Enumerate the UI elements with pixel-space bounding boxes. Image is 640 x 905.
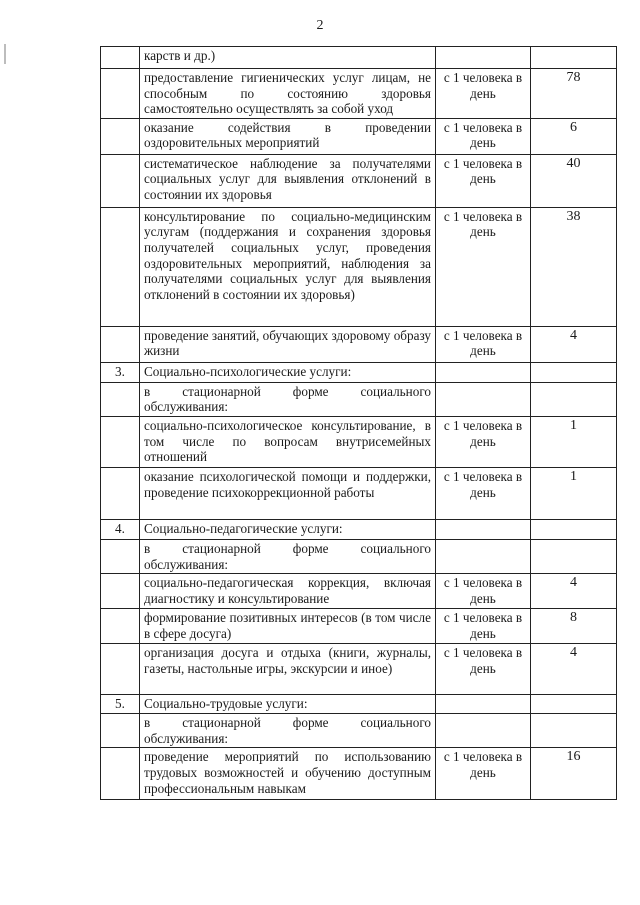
service-quantity: 78 [531,69,617,119]
service-description: проведение мероприятий по использованию трудовых возможностей и обучению доступным профессиональным навыкам [140,748,436,800]
service-unit [436,539,531,573]
service-quantity: 4 [531,644,617,695]
service-unit: с 1 человека в день [436,416,531,467]
row-number [101,69,140,119]
service-unit [436,695,531,714]
service-quantity: 4 [531,326,617,362]
scan-mark [4,44,6,64]
table-row [101,326,617,362]
row-number [101,47,140,69]
row-number: 4. [101,519,140,539]
row-number [101,467,140,519]
row-number [101,207,140,326]
service-unit: с 1 человека в день [436,207,531,326]
service-unit: с 1 человека в день [436,326,531,362]
row-number [101,382,140,416]
service-quantity: 6 [531,118,617,154]
service-description: в стационарной форме социального обслуживания: [140,539,436,573]
service-quantity: 38 [531,207,617,326]
row-number [101,154,140,207]
table-row [101,609,617,644]
table-row [101,154,617,207]
service-quantity [531,539,617,573]
service-description: предоставление гигиенических услуг лицам, не способным по состоянию здоровья самостоятельно осуществлять за собой уход [140,69,436,119]
row-number [101,416,140,467]
service-unit [436,714,531,748]
page-number: 2 [316,18,324,33]
service-description: оказание содействия в проведении оздоровительных мероприятий [140,118,436,154]
service-quantity: 1 [531,416,617,467]
service-quantity [531,519,617,539]
table-row [101,467,617,519]
table-row [101,47,617,69]
table-row [101,574,617,609]
service-quantity [531,382,617,416]
service-description: карств и др.) [140,47,436,69]
table-row [101,519,617,539]
table-row [101,714,617,748]
service-unit [436,47,531,69]
service-unit: с 1 человека в день [436,467,531,519]
service-unit [436,519,531,539]
row-number [101,539,140,573]
service-description: в стационарной форме социального обслуживания: [140,382,436,416]
service-quantity: 16 [531,748,617,800]
row-number: 5. [101,695,140,714]
service-unit: с 1 человека в день [436,574,531,609]
service-quantity: 8 [531,609,617,644]
service-description: социально-психологическое консультирование, в том числе по вопросам внутрисемейных отношений [140,416,436,467]
service-unit: с 1 человека в день [436,609,531,644]
service-description: консультирование по социально-медицинским услугам (поддержания и сохранения здоровья получателей социальных услуг, проведения оздоровительных мероприятий, наблюдения за получателями социальных услуг для выявления отклонений в состоянии их здоровья) [140,207,436,326]
table-row [101,69,617,119]
service-description: Социально-трудовые услуги: [140,695,436,714]
row-number [101,326,140,362]
service-quantity: 1 [531,467,617,519]
service-unit: с 1 человека в день [436,748,531,800]
services-table [100,46,617,800]
row-number [101,574,140,609]
service-quantity: 40 [531,154,617,207]
services-table-body [101,47,617,800]
service-unit [436,362,531,382]
service-unit [436,382,531,416]
row-number [101,748,140,800]
service-unit: с 1 человека в день [436,118,531,154]
row-number [101,609,140,644]
service-description: социально-педагогическая коррекция, включая диагностику и консультирование [140,574,436,609]
table-row [101,207,617,326]
service-quantity: 4 [531,574,617,609]
service-description: проведение занятий, обучающих здоровому образу жизни [140,326,436,362]
service-quantity [531,714,617,748]
table-row [101,695,617,714]
service-unit: с 1 человека в день [436,69,531,119]
table-row [101,416,617,467]
table-row [101,362,617,382]
row-number [101,714,140,748]
row-number [101,118,140,154]
row-number [101,644,140,695]
service-unit: с 1 человека в день [436,644,531,695]
service-description: организация досуга и отдыха (книги, журналы, газеты, настольные игры, экскурсии и иное) [140,644,436,695]
table-row [101,118,617,154]
service-description: Социально-педагогические услуги: [140,519,436,539]
service-quantity [531,695,617,714]
table-row [101,644,617,695]
service-description: оказание психологической помощи и поддержки, проведение психокоррекционной работы [140,467,436,519]
service-description: в стационарной форме социального обслуживания: [140,714,436,748]
table-row [101,748,617,800]
service-unit: с 1 человека в день [436,154,531,207]
service-description: систематическое наблюдение за получателями социальных услуг для выявления отклонений в состоянии их здоровья [140,154,436,207]
service-quantity [531,47,617,69]
service-description: формирование позитивных интересов (в том числе в сфере досуга) [140,609,436,644]
service-quantity [531,362,617,382]
row-number: 3. [101,362,140,382]
table-row [101,539,617,573]
service-description: Социально-психологические услуги: [140,362,436,382]
table-row [101,382,617,416]
